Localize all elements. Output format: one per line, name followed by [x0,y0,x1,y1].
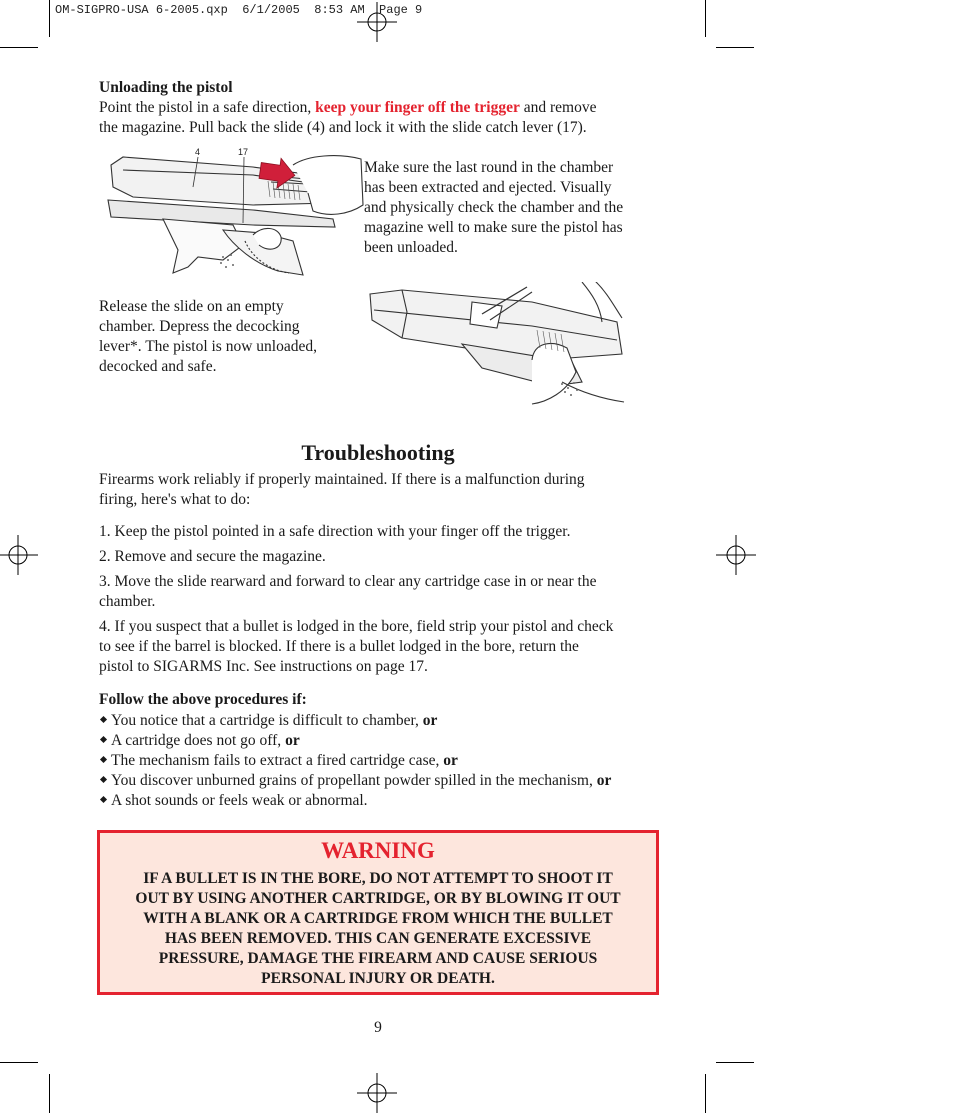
step-line: 4. If you suspect that a bullet is lodged in the bore, field strip your pistol and check [99,618,614,635]
crop-mark [0,47,38,48]
troubleshooting-intro [99,470,585,510]
unloading-heading: Unloading the pistol [99,79,233,96]
registration-mark-icon [357,2,397,42]
caption-line: and physically check the chamber and the [364,199,624,216]
registration-mark-icon [0,535,38,575]
condition-or: or [443,752,458,769]
step-line: chamber. [99,593,156,610]
pistol-slide-release-illustration [362,282,628,410]
step-line: 1. Keep the pistol pointed in a safe direction with your finger off the trigger. [99,523,571,540]
crop-mark [705,1074,706,1113]
diamond-bullet-icon [100,716,107,723]
diamond-bullet-icon [100,736,107,743]
condition-or: or [285,732,300,749]
troubleshooting-title: Troubleshooting [301,440,455,465]
unloading-intro [99,98,596,118]
warning-line: WITH A BLANK OR A CARTRIDGE FROM WHICH THE BULLET [143,910,613,927]
figure1-caption [364,158,623,258]
conditions-list [99,711,611,811]
step-line: pistol to SIGARMS Inc. See instructions on page 17. [99,658,428,675]
step-line: 2. Remove and secure the magazine. [99,548,326,565]
intro-line: firing, here's what to do: [99,491,251,508]
warning-box [97,830,659,995]
warning-line: PERSONAL INJURY OR DEATH. [261,970,495,987]
crop-mark [49,1074,50,1113]
callout-slide: 4 [195,147,201,157]
list-item [99,751,611,771]
intro-line: Firearms work reliably if properly maintained. If there is a malfunction during [99,471,585,488]
caption-line: lever*. The pistol is now unloaded, [99,338,317,355]
warning-line: HAS BEEN REMOVED. THIS CAN GENERATE EXCESSIVE [164,930,592,947]
warning-line: IF A BULLET IS IN THE BORE, DO NOT ATTEMPT TO SHOOT IT [143,870,613,887]
crop-mark [705,0,706,37]
caption-line: been unloaded. [364,239,458,256]
step-4 [99,617,613,677]
condition-text: A shot sounds or feels weak or abnormal. [111,792,368,809]
condition-text: A cartridge does not go off, [111,732,286,749]
unloading-intro-line2: the magazine. Pull back the slide (4) and lock it with the slide catch lever (17). [99,119,587,136]
caption-line: decocked and safe. [99,358,217,375]
step-1 [99,522,570,542]
step-line: to see if the barrel is blocked. If there is a bullet lodged in the bore, return the [99,638,579,655]
caption-line: has been extracted and ejected. Visually [364,179,612,196]
caption-line: magazine well to make sure the pistol has [364,219,623,236]
condition-or: or [596,772,612,789]
callout-slide-catch: 17 [238,147,249,157]
step-3 [99,572,597,612]
registration-mark-icon [357,1073,397,1113]
condition-or: or [422,712,438,729]
warning-text [110,869,646,989]
caption-line: chamber. Depress the decocking [99,318,300,335]
list-item [99,731,611,751]
step-2 [99,547,326,567]
crop-mark [716,1062,754,1063]
intro-text-cont: and remove [519,99,597,116]
diamond-bullet-icon [100,776,107,783]
warning-title: WARNING [321,838,435,863]
condition-text: You discover unburned grains of propellant powder spilled in the mechanism, [111,772,597,789]
warning-line: OUT BY USING ANOTHER CARTRIDGE, OR BY BLOWING IT OUT [135,890,621,907]
list-item [99,771,611,791]
diamond-bullet-icon [100,756,107,763]
pistol-slide-locked-illustration [103,145,365,282]
crop-mark [0,1062,38,1063]
caption-line: Release the slide on an empty [99,298,284,315]
caption-line: Make sure the last round in the chamber [364,159,614,176]
figure2-caption [99,297,317,377]
intro-text: Point the pistol in a safe direction, [99,99,316,116]
condition-text: The mechanism fails to extract a fired cartridge case, [111,752,444,769]
page-number: 9 [374,1019,382,1036]
finger-off-trigger-highlight: keep your finger off the trigger [315,99,520,116]
step-line: 3. Move the slide rearward and forward to clear any cartridge case in or near the [99,573,597,590]
registration-mark-icon [716,535,756,575]
list-item [99,711,611,731]
warning-line: PRESSURE, DAMAGE THE FIREARM AND CAUSE SERIOUS [158,950,598,967]
crop-mark [49,0,50,37]
follow-heading: Follow the above procedures if: [99,691,307,708]
printer-slug: OM-SIGPRO-USA 6-2005.qxp 6/1/2005 8:53 AM Page 9 [55,3,423,17]
crop-mark [716,47,754,48]
diamond-bullet-icon [100,796,107,803]
list-item [99,791,611,811]
condition-text: You notice that a cartridge is difficult to chamber, [111,712,423,729]
